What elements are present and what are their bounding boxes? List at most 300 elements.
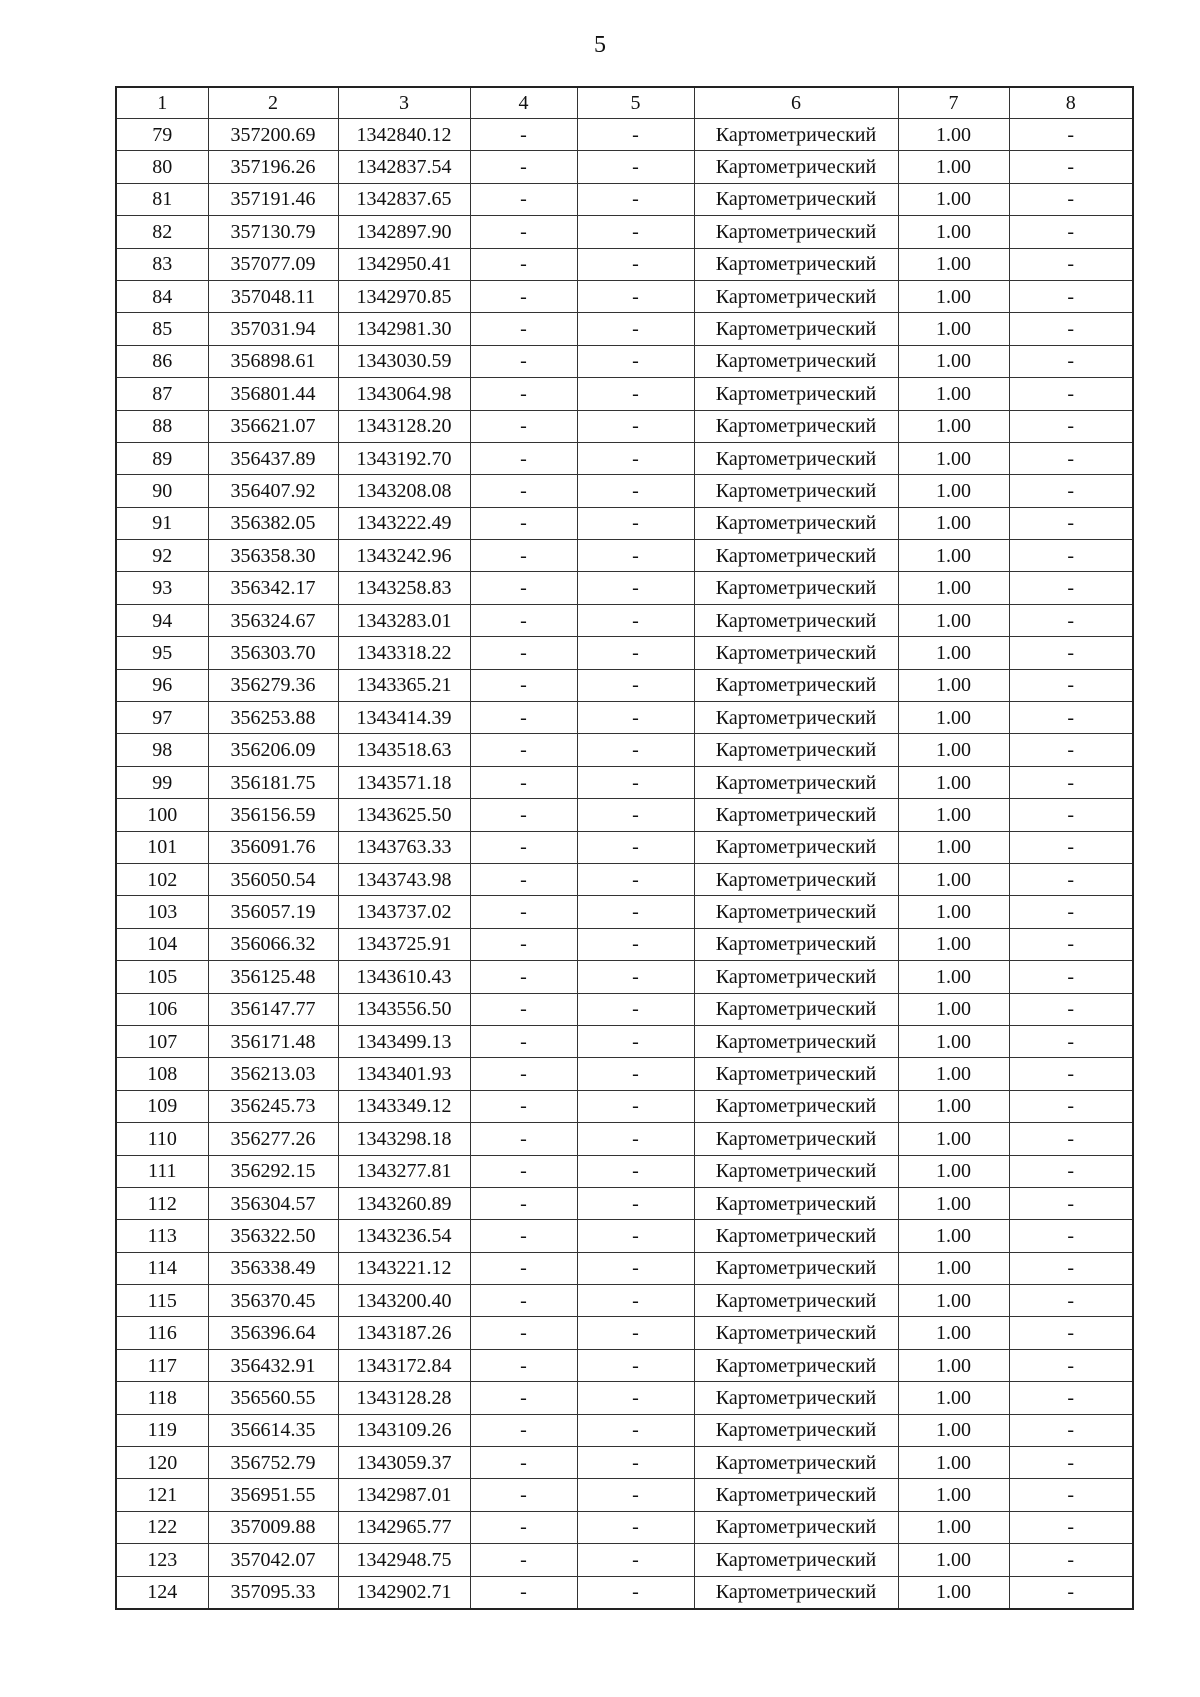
cell-point-number: 123: [116, 1544, 208, 1576]
cell-accuracy: 1.00: [898, 799, 1009, 831]
cell-method: Картометрический: [694, 1447, 898, 1479]
table-row: [116, 345, 1133, 377]
table-row: [116, 442, 1133, 474]
cell-method: Картометрический: [694, 183, 898, 215]
table-row: [116, 896, 1133, 928]
cell-method: Картометрический: [694, 1123, 898, 1155]
table-row: [116, 1285, 1133, 1317]
cell-y-coordinate: 1343260.89: [338, 1187, 470, 1219]
cell-accuracy: 1.00: [898, 734, 1009, 766]
cell-method: Картометрический: [694, 961, 898, 993]
cell-column-5: -: [577, 896, 694, 928]
cell-column-8: -: [1009, 151, 1133, 183]
cell-accuracy: 1.00: [898, 1382, 1009, 1414]
cell-x-coordinate: 356292.15: [208, 1155, 338, 1187]
cell-column-8: -: [1009, 1155, 1133, 1187]
cell-accuracy: 1.00: [898, 248, 1009, 280]
cell-accuracy: 1.00: [898, 119, 1009, 151]
cell-column-4: -: [470, 119, 577, 151]
cell-column-4: -: [470, 1252, 577, 1284]
cell-point-number: 110: [116, 1123, 208, 1155]
cell-method: Картометрический: [694, 604, 898, 636]
cell-point-number: 104: [116, 928, 208, 960]
cell-point-number: 114: [116, 1252, 208, 1284]
cell-point-number: 90: [116, 475, 208, 507]
cell-column-4: -: [470, 345, 577, 377]
cell-column-5: -: [577, 1382, 694, 1414]
cell-x-coordinate: 356303.70: [208, 637, 338, 669]
cell-y-coordinate: 1342970.85: [338, 280, 470, 312]
table-row: [116, 1576, 1133, 1609]
cell-method: Картометрический: [694, 702, 898, 734]
cell-y-coordinate: 1343208.08: [338, 475, 470, 507]
cell-column-5: -: [577, 1349, 694, 1381]
cell-column-5: -: [577, 410, 694, 442]
cell-column-4: -: [470, 313, 577, 345]
table-row: [116, 1025, 1133, 1057]
cell-y-coordinate: 1342902.71: [338, 1576, 470, 1609]
table-row: [116, 572, 1133, 604]
cell-column-5: -: [577, 572, 694, 604]
cell-point-number: 107: [116, 1025, 208, 1057]
cell-y-coordinate: 1343128.28: [338, 1382, 470, 1414]
cell-y-coordinate: 1343763.33: [338, 831, 470, 863]
cell-column-4: -: [470, 702, 577, 734]
cell-x-coordinate: 357009.88: [208, 1511, 338, 1543]
cell-y-coordinate: 1343401.93: [338, 1058, 470, 1090]
cell-point-number: 80: [116, 151, 208, 183]
cell-accuracy: 1.00: [898, 280, 1009, 312]
cell-column-8: -: [1009, 410, 1133, 442]
cell-column-5: -: [577, 280, 694, 312]
cell-y-coordinate: 1343518.63: [338, 734, 470, 766]
cell-y-coordinate: 1343625.50: [338, 799, 470, 831]
coordinates-table: [115, 86, 1134, 1610]
column-header-2: 2: [208, 87, 338, 119]
cell-accuracy: 1.00: [898, 345, 1009, 377]
cell-x-coordinate: 357042.07: [208, 1544, 338, 1576]
cell-y-coordinate: 1342987.01: [338, 1479, 470, 1511]
cell-method: Картометрический: [694, 1317, 898, 1349]
cell-x-coordinate: 356091.76: [208, 831, 338, 863]
cell-column-8: -: [1009, 1220, 1133, 1252]
cell-x-coordinate: 356213.03: [208, 1058, 338, 1090]
table-row: [116, 1349, 1133, 1381]
cell-accuracy: 1.00: [898, 1058, 1009, 1090]
cell-method: Картометрический: [694, 475, 898, 507]
cell-column-5: -: [577, 928, 694, 960]
cell-column-8: -: [1009, 1123, 1133, 1155]
cell-column-5: -: [577, 831, 694, 863]
cell-y-coordinate: 1342837.54: [338, 151, 470, 183]
table-row: [116, 475, 1133, 507]
cell-x-coordinate: 356432.91: [208, 1349, 338, 1381]
cell-method: Картометрический: [694, 896, 898, 928]
cell-y-coordinate: 1343109.26: [338, 1414, 470, 1446]
cell-x-coordinate: 356358.30: [208, 540, 338, 572]
cell-accuracy: 1.00: [898, 863, 1009, 895]
cell-method: Картометрический: [694, 1187, 898, 1219]
cell-column-8: -: [1009, 475, 1133, 507]
cell-point-number: 82: [116, 216, 208, 248]
table-row: [116, 540, 1133, 572]
cell-accuracy: 1.00: [898, 1090, 1009, 1122]
cell-accuracy: 1.00: [898, 1414, 1009, 1446]
column-header-8: 8: [1009, 87, 1133, 119]
cell-column-8: -: [1009, 734, 1133, 766]
cell-y-coordinate: 1342897.90: [338, 216, 470, 248]
cell-column-4: -: [470, 410, 577, 442]
cell-method: Картометрический: [694, 119, 898, 151]
cell-x-coordinate: 356125.48: [208, 961, 338, 993]
cell-x-coordinate: 356057.19: [208, 896, 338, 928]
cell-column-8: -: [1009, 799, 1133, 831]
cell-accuracy: 1.00: [898, 961, 1009, 993]
cell-accuracy: 1.00: [898, 831, 1009, 863]
cell-y-coordinate: 1342950.41: [338, 248, 470, 280]
cell-y-coordinate: 1343318.22: [338, 637, 470, 669]
cell-point-number: 86: [116, 345, 208, 377]
cell-column-5: -: [577, 1155, 694, 1187]
cell-point-number: 91: [116, 507, 208, 539]
cell-column-5: -: [577, 1252, 694, 1284]
cell-column-4: -: [470, 1349, 577, 1381]
cell-column-4: -: [470, 863, 577, 895]
cell-method: Картометрический: [694, 216, 898, 248]
cell-column-5: -: [577, 1285, 694, 1317]
cell-x-coordinate: 356614.35: [208, 1414, 338, 1446]
cell-accuracy: 1.00: [898, 1285, 1009, 1317]
cell-column-4: -: [470, 1511, 577, 1543]
cell-accuracy: 1.00: [898, 313, 1009, 345]
cell-y-coordinate: 1343610.43: [338, 961, 470, 993]
cell-method: Картометрический: [694, 507, 898, 539]
table-row: [116, 248, 1133, 280]
cell-column-4: -: [470, 475, 577, 507]
cell-column-5: -: [577, 1123, 694, 1155]
cell-column-8: -: [1009, 702, 1133, 734]
cell-y-coordinate: 1343298.18: [338, 1123, 470, 1155]
cell-column-8: -: [1009, 637, 1133, 669]
table-row: [116, 669, 1133, 701]
cell-y-coordinate: 1343059.37: [338, 1447, 470, 1479]
cell-column-5: -: [577, 475, 694, 507]
table-row: [116, 151, 1133, 183]
table-row: [116, 766, 1133, 798]
cell-column-5: -: [577, 345, 694, 377]
cell-x-coordinate: 356560.55: [208, 1382, 338, 1414]
cell-point-number: 112: [116, 1187, 208, 1219]
cell-x-coordinate: 356206.09: [208, 734, 338, 766]
table-row: [116, 1058, 1133, 1090]
cell-column-8: -: [1009, 831, 1133, 863]
table-row: [116, 831, 1133, 863]
cell-column-5: -: [577, 702, 694, 734]
cell-point-number: 97: [116, 702, 208, 734]
cell-point-number: 94: [116, 604, 208, 636]
cell-accuracy: 1.00: [898, 1511, 1009, 1543]
cell-point-number: 103: [116, 896, 208, 928]
cell-y-coordinate: 1343556.50: [338, 993, 470, 1025]
cell-x-coordinate: 356752.79: [208, 1447, 338, 1479]
cell-x-coordinate: 356245.73: [208, 1090, 338, 1122]
cell-column-5: -: [577, 766, 694, 798]
cell-accuracy: 1.00: [898, 993, 1009, 1025]
cell-method: Картометрический: [694, 799, 898, 831]
cell-point-number: 115: [116, 1285, 208, 1317]
cell-column-4: -: [470, 442, 577, 474]
cell-column-5: -: [577, 507, 694, 539]
cell-x-coordinate: 356066.32: [208, 928, 338, 960]
cell-column-8: -: [1009, 540, 1133, 572]
cell-column-5: -: [577, 1025, 694, 1057]
cell-point-number: 109: [116, 1090, 208, 1122]
cell-accuracy: 1.00: [898, 928, 1009, 960]
cell-column-4: -: [470, 766, 577, 798]
cell-method: Картометрический: [694, 1025, 898, 1057]
cell-column-5: -: [577, 637, 694, 669]
cell-column-4: -: [470, 669, 577, 701]
cell-x-coordinate: 356338.49: [208, 1252, 338, 1284]
cell-accuracy: 1.00: [898, 1025, 1009, 1057]
cell-x-coordinate: 356279.36: [208, 669, 338, 701]
cell-point-number: 124: [116, 1576, 208, 1609]
cell-column-5: -: [577, 1317, 694, 1349]
cell-column-8: -: [1009, 1382, 1133, 1414]
table-row: [116, 1252, 1133, 1284]
cell-column-8: -: [1009, 669, 1133, 701]
cell-column-5: -: [577, 961, 694, 993]
cell-method: Картометрический: [694, 928, 898, 960]
cell-accuracy: 1.00: [898, 1544, 1009, 1576]
table-row: [116, 1479, 1133, 1511]
cell-column-8: -: [1009, 313, 1133, 345]
cell-point-number: 92: [116, 540, 208, 572]
cell-method: Картометрический: [694, 313, 898, 345]
cell-column-8: -: [1009, 345, 1133, 377]
cell-y-coordinate: 1342948.75: [338, 1544, 470, 1576]
cell-method: Картометрический: [694, 280, 898, 312]
cell-column-8: -: [1009, 604, 1133, 636]
cell-column-4: -: [470, 1479, 577, 1511]
cell-method: Картометрический: [694, 1511, 898, 1543]
cell-point-number: 117: [116, 1349, 208, 1381]
cell-x-coordinate: 356801.44: [208, 378, 338, 410]
cell-y-coordinate: 1342965.77: [338, 1511, 470, 1543]
cell-column-4: -: [470, 1382, 577, 1414]
cell-column-4: -: [470, 151, 577, 183]
cell-column-8: -: [1009, 183, 1133, 215]
cell-column-4: -: [470, 1058, 577, 1090]
cell-y-coordinate: 1343221.12: [338, 1252, 470, 1284]
cell-x-coordinate: 357031.94: [208, 313, 338, 345]
table-row: [116, 637, 1133, 669]
cell-point-number: 121: [116, 1479, 208, 1511]
cell-point-number: 100: [116, 799, 208, 831]
cell-accuracy: 1.00: [898, 572, 1009, 604]
table-row: [116, 119, 1133, 151]
cell-point-number: 119: [116, 1414, 208, 1446]
cell-column-4: -: [470, 280, 577, 312]
cell-column-5: -: [577, 248, 694, 280]
cell-y-coordinate: 1343064.98: [338, 378, 470, 410]
cell-column-4: -: [470, 604, 577, 636]
table-row: [116, 313, 1133, 345]
cell-method: Картометрический: [694, 1058, 898, 1090]
cell-column-5: -: [577, 734, 694, 766]
cell-method: Картометрический: [694, 572, 898, 604]
cell-column-4: -: [470, 896, 577, 928]
cell-column-4: -: [470, 1025, 577, 1057]
cell-column-8: -: [1009, 1025, 1133, 1057]
cell-column-5: -: [577, 1090, 694, 1122]
table-row: [116, 1123, 1133, 1155]
cell-point-number: 85: [116, 313, 208, 345]
cell-accuracy: 1.00: [898, 151, 1009, 183]
cell-method: Картометрический: [694, 1479, 898, 1511]
cell-point-number: 79: [116, 119, 208, 151]
cell-point-number: 108: [116, 1058, 208, 1090]
cell-y-coordinate: 1343283.01: [338, 604, 470, 636]
cell-column-4: -: [470, 216, 577, 248]
cell-y-coordinate: 1343499.13: [338, 1025, 470, 1057]
cell-column-8: -: [1009, 572, 1133, 604]
cell-point-number: 88: [116, 410, 208, 442]
cell-column-4: -: [470, 637, 577, 669]
cell-method: Картометрический: [694, 248, 898, 280]
table-row: [116, 1220, 1133, 1252]
cell-column-5: -: [577, 183, 694, 215]
cell-x-coordinate: 356156.59: [208, 799, 338, 831]
column-header-1: 1: [116, 87, 208, 119]
table-row: [116, 280, 1133, 312]
cell-column-4: -: [470, 799, 577, 831]
cell-accuracy: 1.00: [898, 1155, 1009, 1187]
cell-point-number: 96: [116, 669, 208, 701]
cell-y-coordinate: 1343743.98: [338, 863, 470, 895]
table-row: [116, 702, 1133, 734]
table-row: [116, 1447, 1133, 1479]
cell-point-number: 122: [116, 1511, 208, 1543]
cell-column-4: -: [470, 248, 577, 280]
cell-accuracy: 1.00: [898, 507, 1009, 539]
cell-column-4: -: [470, 1414, 577, 1446]
cell-y-coordinate: 1343242.96: [338, 540, 470, 572]
cell-x-coordinate: 357191.46: [208, 183, 338, 215]
cell-column-8: -: [1009, 1511, 1133, 1543]
cell-accuracy: 1.00: [898, 896, 1009, 928]
page-number: 5: [594, 32, 606, 58]
cell-y-coordinate: 1343187.26: [338, 1317, 470, 1349]
cell-x-coordinate: 356407.92: [208, 475, 338, 507]
cell-method: Картометрический: [694, 1252, 898, 1284]
table-row: [116, 734, 1133, 766]
cell-x-coordinate: 356147.77: [208, 993, 338, 1025]
cell-column-8: -: [1009, 993, 1133, 1025]
cell-accuracy: 1.00: [898, 669, 1009, 701]
table-row: [116, 993, 1133, 1025]
cell-point-number: 102: [116, 863, 208, 895]
table-row: [116, 604, 1133, 636]
cell-y-coordinate: 1343192.70: [338, 442, 470, 474]
cell-point-number: 98: [116, 734, 208, 766]
cell-method: Картометрический: [694, 1285, 898, 1317]
cell-point-number: 84: [116, 280, 208, 312]
cell-method: Картометрический: [694, 378, 898, 410]
cell-column-8: -: [1009, 1252, 1133, 1284]
table-row: [116, 1187, 1133, 1219]
cell-column-5: -: [577, 442, 694, 474]
cell-column-5: -: [577, 119, 694, 151]
table-row: [116, 1382, 1133, 1414]
table-row: [116, 410, 1133, 442]
cell-accuracy: 1.00: [898, 637, 1009, 669]
cell-x-coordinate: 356382.05: [208, 507, 338, 539]
cell-y-coordinate: 1343365.21: [338, 669, 470, 701]
cell-column-5: -: [577, 799, 694, 831]
cell-method: Картометрический: [694, 766, 898, 798]
cell-point-number: 87: [116, 378, 208, 410]
cell-point-number: 106: [116, 993, 208, 1025]
cell-x-coordinate: 356898.61: [208, 345, 338, 377]
cell-y-coordinate: 1342837.65: [338, 183, 470, 215]
cell-x-coordinate: 356396.64: [208, 1317, 338, 1349]
cell-method: Картометрический: [694, 1544, 898, 1576]
cell-column-5: -: [577, 1479, 694, 1511]
cell-column-4: -: [470, 928, 577, 960]
cell-column-4: -: [470, 1187, 577, 1219]
cell-method: Картометрический: [694, 734, 898, 766]
cell-x-coordinate: 356253.88: [208, 702, 338, 734]
cell-column-5: -: [577, 604, 694, 636]
cell-column-4: -: [470, 961, 577, 993]
cell-y-coordinate: 1343349.12: [338, 1090, 470, 1122]
cell-accuracy: 1.00: [898, 540, 1009, 572]
cell-column-4: -: [470, 1544, 577, 1576]
table-row: [116, 799, 1133, 831]
cell-column-5: -: [577, 863, 694, 895]
cell-x-coordinate: 357077.09: [208, 248, 338, 280]
cell-column-4: -: [470, 1123, 577, 1155]
cell-method: Картометрический: [694, 151, 898, 183]
cell-accuracy: 1.00: [898, 1479, 1009, 1511]
cell-column-4: -: [470, 831, 577, 863]
cell-accuracy: 1.00: [898, 1317, 1009, 1349]
cell-column-8: -: [1009, 248, 1133, 280]
cell-point-number: 113: [116, 1220, 208, 1252]
cell-x-coordinate: 356304.57: [208, 1187, 338, 1219]
cell-column-5: -: [577, 313, 694, 345]
cell-column-5: -: [577, 669, 694, 701]
table-header: [116, 87, 1133, 119]
cell-accuracy: 1.00: [898, 442, 1009, 474]
cell-method: Картометрический: [694, 410, 898, 442]
cell-column-5: -: [577, 993, 694, 1025]
cell-point-number: 101: [116, 831, 208, 863]
cell-column-4: -: [470, 1317, 577, 1349]
cell-method: Картометрический: [694, 863, 898, 895]
cell-column-4: -: [470, 1220, 577, 1252]
cell-column-8: -: [1009, 896, 1133, 928]
cell-accuracy: 1.00: [898, 1123, 1009, 1155]
cell-x-coordinate: 357048.11: [208, 280, 338, 312]
cell-column-5: -: [577, 1414, 694, 1446]
cell-column-5: -: [577, 151, 694, 183]
cell-column-5: -: [577, 378, 694, 410]
table-row: [116, 1317, 1133, 1349]
cell-accuracy: 1.00: [898, 183, 1009, 215]
cell-point-number: 116: [116, 1317, 208, 1349]
